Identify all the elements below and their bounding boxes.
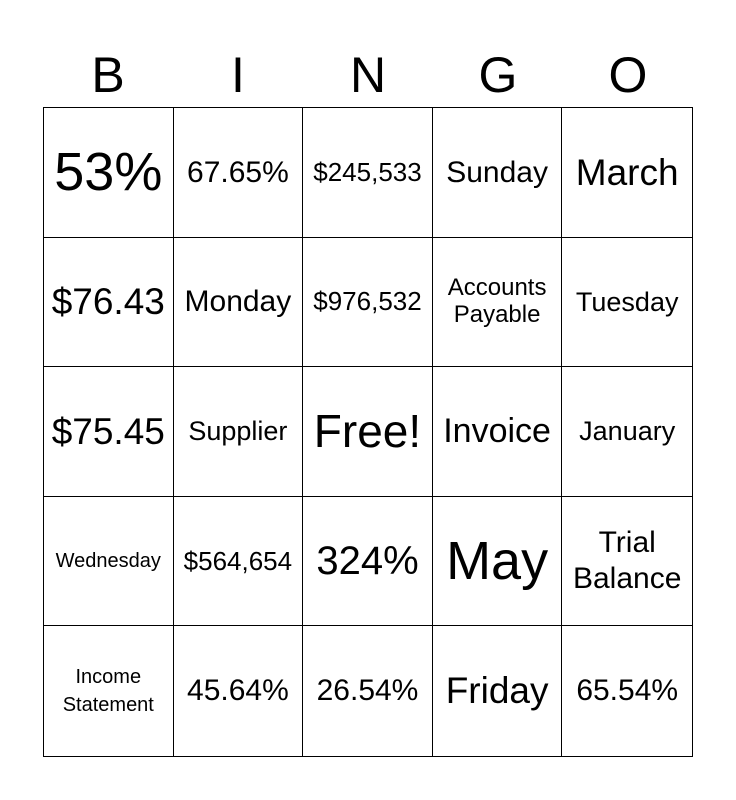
cell-text: $75.45 — [51, 410, 165, 452]
cell-text: 65.54% — [576, 674, 679, 708]
bingo-cell-r2-c4[interactable] — [433, 238, 563, 368]
bingo-cell-r3-c5[interactable] — [562, 367, 692, 497]
header-letter-b: B — [91, 47, 125, 103]
cell-text: Free! — [313, 404, 422, 457]
bingo-cell-r4-c3[interactable] — [303, 497, 433, 627]
bingo-cell-r3-c1[interactable] — [44, 367, 174, 497]
bingo-cell-r4-c1[interactable] — [44, 497, 174, 627]
cell-text: $564,654 — [183, 545, 293, 576]
bingo-cell-r4-c2[interactable] — [174, 497, 304, 627]
cell-text: $245,533 — [313, 156, 422, 187]
bingo-cell-r4-c5[interactable] — [562, 497, 692, 627]
header-letter-i: I — [231, 47, 245, 103]
bingo-cell-r5-c5[interactable] — [562, 626, 692, 756]
cell-text: Wednesday — [55, 549, 161, 572]
bingo-cell-r5-c4[interactable] — [433, 626, 563, 756]
cell-text: Invoice — [443, 412, 551, 451]
cell-text: Accounts Payable — [447, 274, 547, 328]
cell-text: Income Statement — [62, 666, 154, 717]
bingo-cell-r2-c3[interactable] — [303, 238, 433, 368]
bingo-cell-r5-c1[interactable] — [44, 626, 174, 756]
cell-text: $76.43 — [51, 281, 165, 323]
cell-text: Monday — [184, 285, 292, 319]
bingo-cell-r1-c4[interactable] — [433, 108, 563, 238]
bingo-cell-r3-c3-free[interactable] — [303, 367, 433, 497]
bingo-cell-r4-c4[interactable] — [433, 497, 563, 627]
cell-text: 53% — [54, 142, 163, 203]
bingo-cell-r3-c2[interactable] — [174, 367, 304, 497]
bingo-cell-r5-c2[interactable] — [174, 626, 304, 756]
cell-text: January — [579, 416, 676, 447]
cell-text: March — [575, 151, 679, 193]
header-letter-g: G — [478, 47, 518, 103]
bingo-cell-r2-c5[interactable] — [562, 238, 692, 368]
bingo-board — [43, 107, 693, 757]
bingo-cell-r2-c1[interactable] — [44, 238, 174, 368]
bingo-cell-r1-c1[interactable] — [44, 108, 174, 238]
bingo-cell-r5-c3[interactable] — [303, 626, 433, 756]
cell-text: May — [446, 530, 549, 591]
cell-text: 67.65% — [187, 155, 289, 189]
bingo-cell-r3-c4[interactable] — [433, 367, 563, 497]
cell-text: $976,532 — [313, 286, 422, 317]
header-letter-o: O — [608, 47, 648, 103]
cell-text: 26.54% — [316, 674, 419, 708]
cell-text: Friday — [445, 670, 549, 712]
cell-text: 45.64% — [187, 674, 289, 708]
bingo-cell-r1-c5[interactable] — [562, 108, 692, 238]
bingo-cell-r2-c2[interactable] — [174, 238, 304, 368]
bingo-header — [43, 44, 693, 106]
bingo-cell-r1-c2[interactable] — [174, 108, 304, 238]
cell-text: Tuesday — [575, 286, 679, 317]
cell-text: Trial Balance — [572, 526, 682, 596]
header-letter-n: N — [349, 47, 387, 103]
cell-text: Sunday — [446, 155, 548, 189]
cell-text: 324% — [316, 538, 419, 583]
bingo-cell-r1-c3[interactable] — [303, 108, 433, 238]
cell-text: Supplier — [188, 416, 288, 447]
